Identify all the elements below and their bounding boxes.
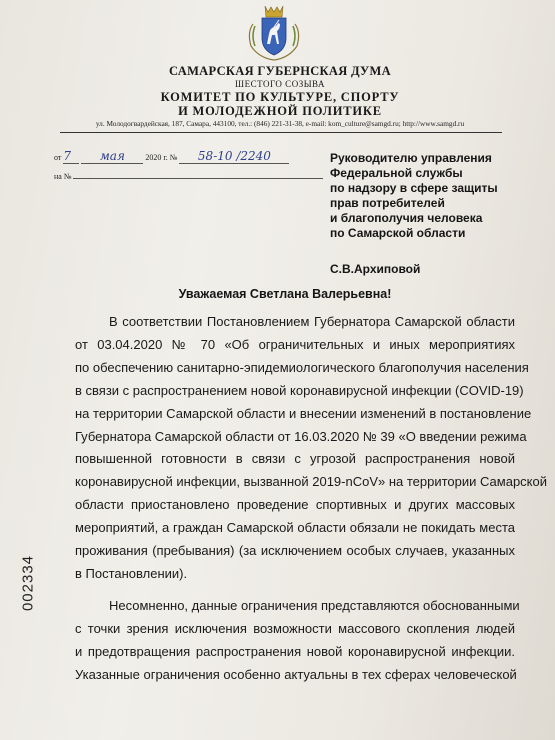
body-line: В соответствии Постановлением Губернатора Самарской области: [109, 314, 515, 329]
addressee-name: С.В.Архиповой: [330, 262, 421, 276]
body-line: от 03.04.2020 № 70 «Об ограничительных и иных мероприятиях: [75, 336, 515, 352]
addressee-block: [330, 151, 530, 241]
committee-line-1: КОМИТЕТ ПО КУЛЬТУРЕ, СПОРТУ: [160, 90, 400, 104]
addressee-line: по надзору в сфере защиты: [330, 181, 498, 195]
body-line: с точки зрения исключения возможности массового скопления людей: [75, 620, 515, 636]
from-label: от: [54, 153, 62, 162]
reg-number: 58-10 /2240: [197, 149, 271, 163]
body-line: в связи с распространением новой коронавирусной инфекции (COVID-19): [75, 382, 524, 398]
body-line: мероприятий, а граждан Самарской области обязали не покидать места: [75, 520, 515, 536]
reg-month: мая: [99, 149, 125, 163]
addressee-line: Федеральной службы: [330, 166, 463, 180]
body-line: области приостановлено проведение спортивных и других массовых: [75, 497, 515, 513]
body-line: и предотвращения распространения новой коронавирусной инфекции.: [75, 643, 515, 659]
body-line: Губернатора Самарской области от 16.03.2020 № 39 «О введении режима: [75, 428, 527, 444]
reply-to-label: на №: [54, 172, 72, 181]
greeting: Уважаемая Светлана Валерьевна!: [178, 287, 392, 301]
body-line: Несомненно, данные ограничения представляются обоснованными: [109, 597, 520, 613]
paragraph-2: [75, 595, 520, 687]
body-line: по обеспечению санитарно-эпидемиологического благополучия населения: [75, 359, 529, 375]
year-label: 2020 г.: [145, 153, 168, 162]
addressee-line: по Самарской области: [330, 226, 466, 240]
reg-day: 7: [63, 149, 72, 163]
body-line: коронавирусной инфекции, вызванной 2019-nCoV» на территории Самарской: [75, 474, 548, 490]
contact-address: ул. Молодогвардейская, 187, Самара, 443100, тел.: (846) 221-31-38, e-mail: kom_culture@samgd.ru; http://www.samgd.ru: [95, 119, 465, 128]
org-name: САМАРСКАЯ ГУБЕРНСКАЯ ДУМА: [169, 64, 391, 78]
convocation: ШЕСТОГО СОЗЫВА: [235, 79, 325, 89]
registration-line: [54, 149, 289, 164]
registry-stamp: [8, 548, 48, 618]
reply-to-line: [54, 172, 323, 181]
stamp-number: 002334: [19, 554, 37, 612]
samara-coat-of-arms-icon: [245, 2, 303, 62]
body-line: в Постановлении).: [75, 565, 188, 581]
committee-line-2: И МОЛОДЕЖНОЙ ПОЛИТИКЕ: [178, 104, 382, 118]
addressee-line: прав потребителей: [330, 196, 445, 210]
addressee-line: и благополучия человека: [330, 211, 483, 225]
letter-body: [75, 311, 548, 687]
paragraph-1: [75, 311, 548, 586]
body-line: на территории Самарской области и внесении изменений в постановление: [75, 405, 532, 421]
header-divider: [60, 132, 502, 133]
number-label: №: [169, 153, 178, 162]
body-line: проживания (пребывания) (за исключением особых случаев, указанных: [75, 543, 515, 559]
body-line: повышенной готовности в связи с угрозой распространения новой: [75, 451, 515, 467]
addressee-line: Руководителю управления: [330, 151, 492, 165]
body-line: Указанные ограничения особенно актуальны в тех сферах человеческой: [75, 666, 517, 682]
